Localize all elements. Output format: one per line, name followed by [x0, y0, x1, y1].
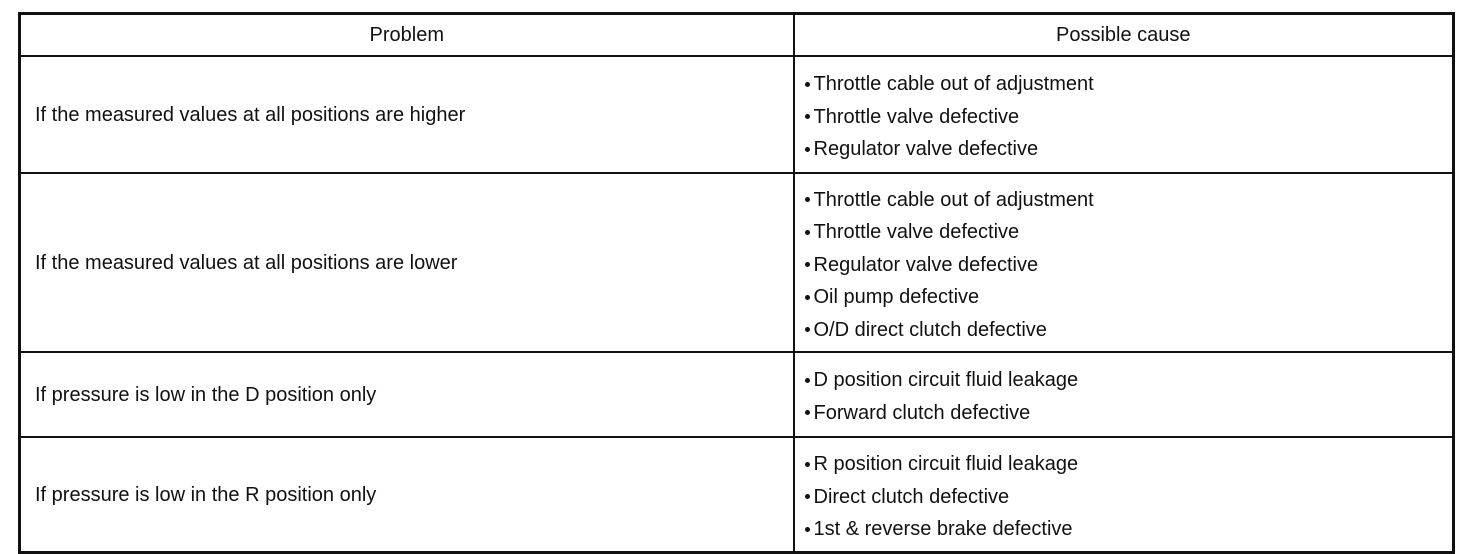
bullet-icon	[805, 262, 810, 267]
cause-text: Oil pump defective	[813, 286, 980, 308]
cause-text: D position circuit fluid leakage	[813, 369, 1079, 392]
cause-list	[805, 68, 1453, 166]
list-item	[805, 364, 1453, 397]
list-item	[805, 480, 1453, 513]
table-row	[20, 173, 1454, 352]
bullet-icon	[805, 327, 810, 332]
cause-list	[805, 448, 1453, 546]
bullet-icon	[805, 295, 810, 300]
cause-text: Regulator valve defective	[813, 138, 1039, 160]
list-item	[805, 448, 1453, 481]
list-item	[805, 313, 1453, 346]
troubleshooting-table	[18, 12, 1455, 554]
list-item	[805, 281, 1453, 314]
list-item	[805, 216, 1453, 249]
cause-list	[805, 364, 1453, 429]
bullet-icon	[805, 197, 810, 202]
bullet-icon	[805, 527, 810, 532]
problem-cell: If pressure is low in the R position only	[20, 437, 794, 553]
causes-cell	[794, 56, 1454, 173]
cause-text: Throttle valve defective	[813, 221, 1020, 243]
cause-text: Regulator valve defective	[813, 253, 1039, 276]
list-item	[805, 248, 1453, 281]
list-item	[805, 133, 1453, 166]
cause-list	[805, 183, 1453, 346]
problem-cell: If the measured values at all positions are higher	[20, 56, 794, 173]
bullet-icon	[805, 410, 810, 415]
list-item	[805, 397, 1453, 430]
list-item	[805, 68, 1453, 101]
bullet-icon	[805, 82, 810, 87]
cause-text: Throttle cable out of adjustment	[813, 73, 1094, 95]
bullet-icon	[805, 378, 810, 383]
column-header-problem: Problem	[20, 14, 794, 57]
column-header-possible-cause: Possible cause	[794, 14, 1454, 57]
list-item	[805, 183, 1453, 216]
list-item	[805, 100, 1453, 133]
problem-cell: If the measured values at all positions are lower	[20, 173, 794, 352]
table-row	[20, 352, 1454, 437]
bullet-icon	[805, 114, 810, 119]
cause-text: O/D direct clutch defective	[813, 318, 1047, 341]
cause-text: R position circuit fluid leakage	[813, 453, 1079, 475]
cause-text: Throttle valve defective	[813, 105, 1020, 128]
list-item	[805, 513, 1453, 546]
cause-text: 1st & reverse brake defective	[813, 518, 1073, 540]
bullet-icon	[805, 147, 810, 152]
problem-cell: If pressure is low in the D position only	[20, 352, 794, 437]
causes-cell	[794, 173, 1454, 352]
table-row	[20, 437, 1454, 553]
causes-cell	[794, 437, 1454, 553]
cause-text: Forward clutch defective	[813, 401, 1031, 424]
causes-cell	[794, 352, 1454, 437]
cause-text: Throttle cable out of adjustment	[813, 188, 1094, 211]
bullet-icon	[805, 462, 810, 467]
table-row	[20, 56, 1454, 173]
bullet-icon	[805, 230, 810, 235]
cause-text: Direct clutch defective	[813, 485, 1010, 508]
bullet-icon	[805, 494, 810, 499]
table-header-row	[20, 14, 1454, 57]
